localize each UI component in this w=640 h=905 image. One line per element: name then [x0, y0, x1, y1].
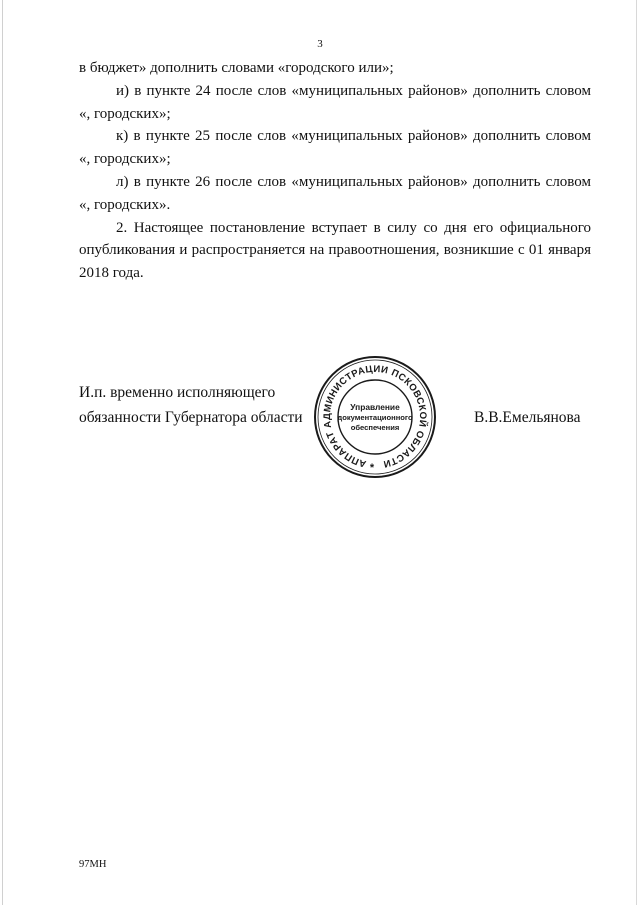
paragraph-continuation: в бюджет» дополнить словами «городского или»;: [79, 60, 394, 76]
signatory-title: [79, 380, 303, 430]
seal-center-line3: обеспечения: [350, 423, 400, 432]
seal-center-line1: Управление: [350, 402, 400, 412]
page-left-edge: [2, 0, 3, 905]
seal-center-line2: документационного: [337, 413, 413, 422]
paragraph-item-l: л) в пункте 26 после слов «муниципальных районов» дополнить словом «, городских».: [79, 173, 591, 213]
signatory-title-line1: И.п. временно исполняющего: [79, 384, 276, 401]
signatory-name: В.В.Емельянова: [474, 409, 581, 426]
seal-star-icon: *: [369, 462, 375, 474]
page-number: 3: [317, 38, 323, 50]
page-right-edge: [636, 0, 637, 905]
paragraph-item-i: и) в пункте 24 после слов «муниципальных районов» дополнить словом «, городских»;: [79, 82, 591, 122]
paragraph-item-k: к) в пункте 25 после слов «муниципальных районов» дополнить словом «, городских»;: [79, 128, 591, 168]
document-code: 97МН: [79, 859, 107, 870]
document-body: [79, 57, 591, 285]
paragraph-clause-2: 2. Настоящее постановление вступает в силу со дня его официального опубликования и распространяется на правоотношения, возникшие с 01 января 2018 года.: [79, 219, 591, 282]
seal-ring-text: АППАРАТ АДМИНИСТРАЦИИ ПСКОВСКОЙ ОБЛАСТИ: [321, 363, 429, 470]
official-seal-stamp: [312, 354, 438, 478]
seal-graphic: [312, 354, 438, 478]
signatory-title-line2: обязанности Губернатора области: [79, 409, 303, 426]
